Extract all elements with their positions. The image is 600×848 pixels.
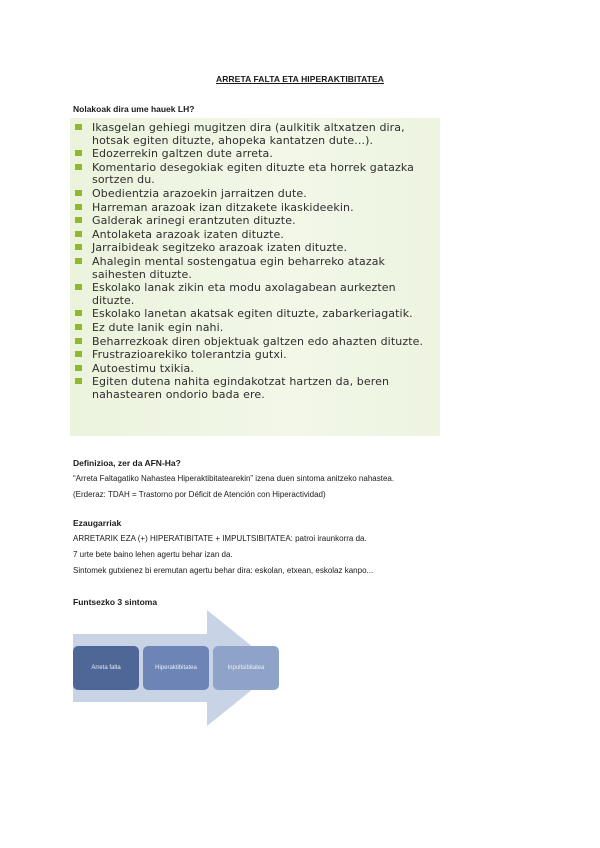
feature-line-3: Sintomek gutxienez bi eremutan agertu behar dira: eskolan, etxean, eskolaz kanpo...: [73, 566, 374, 575]
bullet-item: [70, 242, 440, 255]
bullet-text: Ahalegin mental sostengatua egin beharreko atazak saihesten dituzte.: [92, 254, 386, 281]
bullet-item: [70, 256, 440, 281]
bullet-item: [70, 162, 440, 187]
bullet-square-icon: [75, 338, 82, 344]
core-symptoms-diagram: [73, 610, 293, 726]
bullet-item: [70, 322, 440, 335]
bullet-item: [70, 282, 440, 307]
bullet-square-icon: [75, 204, 82, 210]
bullet-square-icon: [75, 365, 82, 371]
bullet-square-icon: [75, 244, 82, 250]
bullet-square-icon: [75, 150, 82, 156]
bullet-item: [70, 376, 440, 401]
bullet-text: Komentario desegokiak egiten dituzte eta horrek gatazka sortzen du.: [92, 160, 414, 187]
bullet-item: [70, 148, 440, 161]
document-title: ARRETA FALTA ETA HIPERAKTIBITATEA: [215, 74, 385, 84]
bullet-text: Eskolako lanetan akatsak egiten dituzte, zabarkeriagatik.: [92, 307, 413, 321]
bullet-item: [70, 215, 440, 228]
bullet-text: Obedientzia arazoekin jarraitzen dute.: [92, 186, 307, 200]
bullet-item: [70, 202, 440, 215]
bullet-text: Egiten dutena nahita egindakotzat hartzen da, beren nahastearen ondorio bada ere.: [92, 375, 390, 401]
bullet-text: Beharrezkoak diren objektuak galtzen edo ahazten dituzte.: [92, 334, 424, 348]
bullet-text: Galderak arinegi erantzuten dituzte.: [92, 214, 296, 228]
bullet-text: Eskolako lanak zikin eta modu axolagabean aurkezten dituzte.: [92, 281, 396, 307]
symptom-box-hyperactivity: Hiperaktibitatea: [143, 646, 209, 690]
bullet-item: [70, 336, 440, 349]
section-heading-core-symptoms: Funtsezko 3 sintoma: [73, 597, 158, 607]
bullet-square-icon: [75, 231, 82, 237]
feature-line-1: ARRETARIK EZA (+) HIPERATIBITATE + IMPULTSIBITATEA: patroi iraunkorra da.: [73, 534, 367, 543]
symptom-box-impulsivity: Inpultsibitatea: [213, 646, 279, 690]
bullet-item: [70, 122, 440, 147]
bullet-square-icon: [75, 217, 82, 223]
bullet-item: [70, 229, 440, 242]
bullet-text: Jarraibideak segitzeko arazoak izaten dituzte.: [92, 241, 348, 255]
symptom-box-attention: Arreta falta: [73, 646, 139, 690]
bullet-square-icon: [75, 310, 82, 316]
bullet-panel: [70, 118, 440, 436]
definition-text: “Arreta Faltagatiko Nahastea Hiperaktibitatearekin” izena duen sintoma anitzeko nahastea.: [73, 474, 395, 483]
bullet-item: [70, 349, 440, 362]
bullet-square-icon: [75, 284, 82, 290]
bullet-text: Ez dute lanik egin nahi.: [92, 320, 224, 334]
bullet-item: [70, 188, 440, 201]
bullet-square-icon: [75, 258, 82, 264]
behavior-bullet-list: [70, 118, 440, 401]
bullet-square-icon: [75, 351, 82, 357]
bullet-text: Edozerrekin galtzen dute arreta.: [92, 147, 273, 161]
bullet-item: [70, 308, 440, 321]
bullet-square-icon: [75, 378, 82, 384]
bullet-square-icon: [75, 124, 82, 130]
bullet-text: Autoestimu txikia.: [92, 361, 194, 375]
feature-line-2: 7 urte bete baino lehen agertu behar izan da.: [73, 550, 233, 559]
bullet-square-icon: [75, 324, 82, 330]
section-heading-characteristics-lh: Nolakoak dira ume hauek LH?: [73, 104, 195, 114]
bullet-text: Frustrazioarekiko tolerantzia gutxi.: [92, 348, 287, 362]
bullet-square-icon: [75, 190, 82, 196]
bullet-text: Antolaketa arazoak izaten dituzte.: [92, 227, 284, 241]
bullet-text: Ikasgelan gehiegi mugitzen dira (aulkitik altxatzen dira, hotsak egiten dituzte, ahopeka kantatzen dute...).: [92, 121, 405, 147]
bullet-text: Harreman arazoak izan ditzakete ikaskideekin.: [92, 200, 354, 214]
section-heading-features: Ezaugarriak: [73, 518, 122, 528]
section-heading-definition: Definizioa, zer da AFN-Ha?: [73, 458, 181, 468]
bullet-square-icon: [75, 164, 82, 170]
definition-spanish-note: (Erderaz: TDAH = Trastorno por Déficit de Atención con Hiperactividad): [73, 490, 326, 499]
bullet-item: [70, 363, 440, 376]
